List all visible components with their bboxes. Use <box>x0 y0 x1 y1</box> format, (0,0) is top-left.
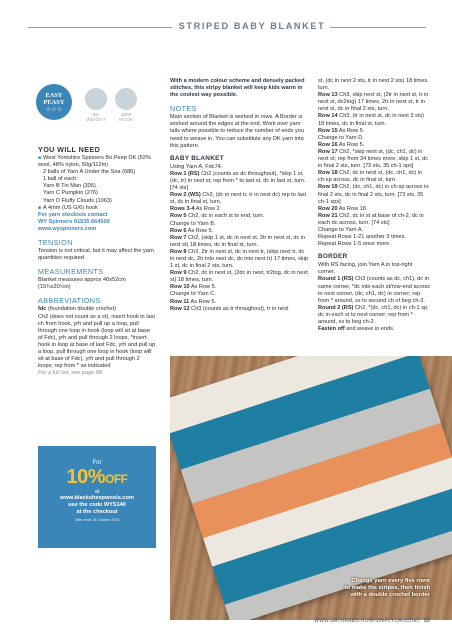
border-row-text: Ch3 (counts as dc, ch1), dc in same corner, *dc into each st/row-end across to next corner, (dc, ch1, dc) in corner; rep from * around, ss to second ch of beg ch-3. <box>318 276 430 304</box>
pattern-row-text: Repeat Rows 1-21 another 3 times. <box>318 234 406 241</box>
yarn-b: Yarn B Tin Man (305) <box>43 183 96 190</box>
pattern-row <box>170 249 310 270</box>
stockist-phone: WY Spinners 01535 664500 <box>38 218 110 225</box>
border-row-text: With RS facing, join Yarn A in top-right corner. <box>318 262 413 276</box>
hook-size-label: 4MM HOOK <box>118 112 134 123</box>
pattern-row-text: Change to Yarn A. <box>318 226 364 233</box>
pattern-row-text: Ch2, dc in next st, (2dc in next, tr2tog, dc in next st) 18 times, turn. <box>170 270 308 284</box>
pattern-row-text: Ch3 (counts as tr throughout), tr in next <box>189 305 289 312</box>
abbreviation-note: For a full list, see page 88 <box>38 370 103 377</box>
pattern-row <box>170 284 310 291</box>
pattern-row <box>170 228 310 235</box>
border-row <box>318 276 430 304</box>
pattern-row-label: Row 17 <box>318 148 338 155</box>
measurements-heading: MEASUREMENTS <box>38 267 104 277</box>
page-title: STRIPED BABY BLANKET <box>178 21 326 31</box>
pattern-row <box>170 206 310 213</box>
promo-code: use the code WYS140 <box>68 502 126 508</box>
promo-discount: 10%OFF <box>66 466 128 488</box>
pattern-row-text: As Row 18. <box>337 205 368 212</box>
border-row-label: Fasten off <box>318 326 345 333</box>
pattern-row <box>318 184 430 205</box>
page-footer <box>314 618 430 624</box>
pattern-row-text: Ch2, *skip next st, (dc, ch1, dc) in next st; rep from 34 times more, skip 1 st, dc in final 2 sts, turn. [73 sts, 35 ch-1 sps] <box>318 148 429 170</box>
pattern-row-text: Change to Yarn C. <box>170 291 216 298</box>
border-rows <box>318 262 430 333</box>
pattern-rows-middle <box>170 171 310 313</box>
pattern-row-label: Row 18 <box>318 170 338 177</box>
pattern-row <box>170 306 310 313</box>
pattern-row-text: Ch3, skip next st, (2tr in next st, tr in next st, dc2tog) 17 times, 2tr in next st, tr in next st, dc in final 2 sts, turn. <box>318 92 429 113</box>
pattern-row <box>170 291 310 298</box>
pattern-row <box>318 92 430 113</box>
pattern-row-text: As Row 5. <box>186 227 214 234</box>
abbreviation-term: fdc (foundation double crochet) <box>38 306 117 313</box>
pattern-row <box>318 170 430 184</box>
ball-each: 1 ball of each: <box>43 176 78 183</box>
pattern-row-label: Row 14 <box>318 113 338 120</box>
border-heading: BORDER <box>318 253 348 261</box>
yarn-weight-icon <box>85 88 107 110</box>
promo-terms: Offer ends 31 October 2016 <box>74 518 120 522</box>
pattern-row <box>170 213 310 220</box>
stockist-url[interactable]: www.wyspinners.com <box>38 225 97 232</box>
pattern-row-text: Change to Yarn B. <box>170 220 216 227</box>
pattern-row-text: st, (dc in next 2 sts, tr in next 2 sts) 18 times, turn. <box>318 78 429 92</box>
promo-box <box>38 446 156 548</box>
pattern-row-text: Ch2, dc in next st, (dc, ch1, dc) in ch-sp across, dc in final st, turn. <box>318 170 423 184</box>
pattern-row-text: Ch2, (dc in next tr, tr in next dc) rep to last st, dc in final st, turn. <box>170 192 307 206</box>
promo-checkout: at the checkout <box>76 509 118 515</box>
pattern-row-text: As Row 2 <box>194 206 220 213</box>
you-will-need-heading: YOU WILL NEED <box>38 145 101 154</box>
pattern-row-label: Rows 3-4 <box>170 206 195 213</box>
pattern-row <box>318 213 430 227</box>
pattern-row-label: Row 16 <box>318 141 338 148</box>
promo-url[interactable]: www.blacksheepwools.com <box>60 495 134 501</box>
pattern-row-text: Ch2 (counts as dc throughout), *skip 1 st, (dc, tr) in next st; rep from * to last st, dc in last st, turn. [74 sts] <box>170 170 306 192</box>
pattern-row <box>318 206 430 213</box>
pattern-row-text: Repeat Rows 1-5 once more. <box>318 241 391 248</box>
pattern-row-text: As Row 5. <box>189 298 217 305</box>
pattern-row-label: Row 10 <box>170 284 190 291</box>
hook-size-icon <box>115 88 137 110</box>
footer-url[interactable]: WWW.GATHERED.HOW/SIMPLYCROCHET <box>314 618 421 624</box>
pattern-row <box>318 142 430 149</box>
pattern-row-label: Row 15 <box>318 127 338 134</box>
tension-text: Tension is not critical, but it may affect the yarn quantities required <box>38 248 154 262</box>
abbreviations-heading: ABBREVIATIONS <box>38 296 101 306</box>
pattern-badges <box>36 84 156 138</box>
pattern-row-label: Row 8 <box>170 248 187 255</box>
pattern-row-label: Row 7 <box>170 234 187 241</box>
pattern-row-label: Row 9 <box>170 270 187 277</box>
using-yarn-a: Using Yarn A, Fdc74. <box>170 163 223 170</box>
pattern-row-text: Ch2, (skip 1 st, dc in next st, 2tr in next st, dc in next st) 18 times, dc in final st, turn. <box>170 234 306 248</box>
pattern-row <box>318 149 430 170</box>
promo-at: at <box>94 489 100 495</box>
pattern-row <box>318 227 430 234</box>
measurements-text: Blanket measures approx 40x52cm (15¾x20½in) <box>38 277 126 291</box>
pattern-row-text: Ch2, 2tr in next st, dc in next tr, (skip next tr, dc in next dc, 2tr into next dc, dc into next tr) 17 times, skip 1 st, dc in final 2 sts, turn. <box>170 248 309 270</box>
pattern-row <box>170 299 310 306</box>
border-row-label: Round 2 (RS) <box>318 304 354 311</box>
border-row <box>318 305 430 326</box>
baby-blanket-heading: BABY BLANKET <box>170 154 224 162</box>
notes-text: Main section of Blanket is worked in rows. A Border is worked around the edges at the end. Work over yarn tails where possible to reduce the number of ends you need to weave in. You can substitute any DK yarn into this pattern. <box>170 114 305 149</box>
pattern-row-label: Row 19 <box>318 184 338 191</box>
pattern-row-label: Row 21 <box>318 212 338 219</box>
pattern-row <box>318 135 430 142</box>
pattern-row <box>318 78 430 92</box>
difficulty-stars: ☆☆☆ <box>45 107 63 114</box>
stockist-label: For yarn stockists contact <box>38 211 108 218</box>
pattern-row-label: Row 12 <box>170 305 190 312</box>
border-row <box>318 326 430 333</box>
pattern-row-text: Ch2, (dc, ch1, dc) in ch-sp across to final 2 sts, dc in final 2 sts, turn. [73 sts, 35 ch-1 sps] <box>318 184 429 205</box>
yarn-line: ■ West Yorkshire Spinners Bo Peep DK (52% wool, 48% nylon, 50g/112m) <box>38 155 156 169</box>
notes-heading: NOTES <box>170 104 197 114</box>
pattern-row <box>318 113 430 127</box>
pattern-row <box>170 270 310 284</box>
header-rule-right <box>330 27 426 28</box>
pattern-row <box>170 192 310 206</box>
yarn-weight-label: DK WEIGHT <box>86 112 106 123</box>
border-row-text: and weave in ends. <box>344 326 395 333</box>
pattern-row <box>318 241 430 248</box>
pattern-row <box>318 234 430 241</box>
pattern-row-label: Row 20 <box>318 205 338 212</box>
promo-for: For <box>92 460 102 466</box>
pattern-row-text: As Row 5. <box>337 141 365 148</box>
balls-a: 2 balls of Yarn A Under the Sea (686) <box>43 169 136 176</box>
border-row-text: Ch2, *(dc, ch1, dc) in ch-1 sp, dc in each st to next corner; rep from * around, ss to beg ch-2. <box>318 304 429 325</box>
pattern-row-label: Row 1 (RS) <box>170 170 200 177</box>
pattern-row-text: Ch3, (tr in next st, dc in next 3 sts) 18 times, dc in final st, turn. <box>318 113 425 127</box>
pattern-row <box>318 128 430 135</box>
intro-text: With a modern colour scheme and densely packed stitches, this stripy blanket will keep kids warm in the coolest way possible. <box>170 78 305 99</box>
abbreviation-text: Ch2 (does not count as a st), insert hook in last ch from hook, yrh and pull up a loop, pull through one loop in hook (loop will sit at base of Fdc), yrh and pull through 2 loops, *insert hook in loop at base of last Fdc, yrh and pull up a loop, pull through one loop in hook (loop will sit at base of Fdc), yrh and pull through 2 loops; rep from * as indicated <box>38 313 156 370</box>
pattern-row-label: Row 13 <box>318 92 338 99</box>
pattern-row-text: Ch2, dc in each st to end, turn. <box>186 213 265 220</box>
page-header <box>0 0 452 38</box>
border-row <box>318 262 430 276</box>
yarn-d: Yarn D Fluffy Clouds (1063) <box>43 197 112 204</box>
pattern-rows-right <box>318 78 430 248</box>
hook-line: ■ A 4mm (US G/6) hook <box>38 205 156 212</box>
pattern-row-label: Row 2 (WS) <box>170 192 201 199</box>
pattern-row-label: Row 6 <box>170 227 187 234</box>
left-column <box>38 140 156 377</box>
pattern-row <box>170 235 310 249</box>
pattern-row-label: Row 5 <box>170 213 187 220</box>
difficulty-badge <box>36 84 72 120</box>
page-number: 53 <box>424 618 430 624</box>
yarn-c: Yarn C Pumpkin (276) <box>43 190 98 197</box>
pattern-row-label: Row 11 <box>170 298 190 305</box>
right-column <box>318 78 430 333</box>
photo-caption: Change yarn every five rows to make the stripes, then finish with a double crochet border <box>344 578 430 598</box>
pattern-row <box>170 171 310 192</box>
difficulty-line2: PEASY <box>43 98 65 106</box>
header-rule-left <box>28 27 172 28</box>
pattern-row-text: As Row 5. <box>337 127 365 134</box>
pattern-row-text: As Row 5. <box>189 284 217 291</box>
middle-column <box>170 78 310 313</box>
pattern-row-text: Ch2, dc in st at base of ch-2, dc in each dc across, turn. [74 sts] <box>318 212 424 226</box>
pattern-row-text: Change to Yarn D. <box>318 134 364 141</box>
border-row-label: Round 1 (RS) <box>318 276 354 283</box>
tension-heading: TENSION <box>38 238 73 248</box>
pattern-row <box>170 221 310 228</box>
difficulty-line1: EASY <box>45 92 63 99</box>
